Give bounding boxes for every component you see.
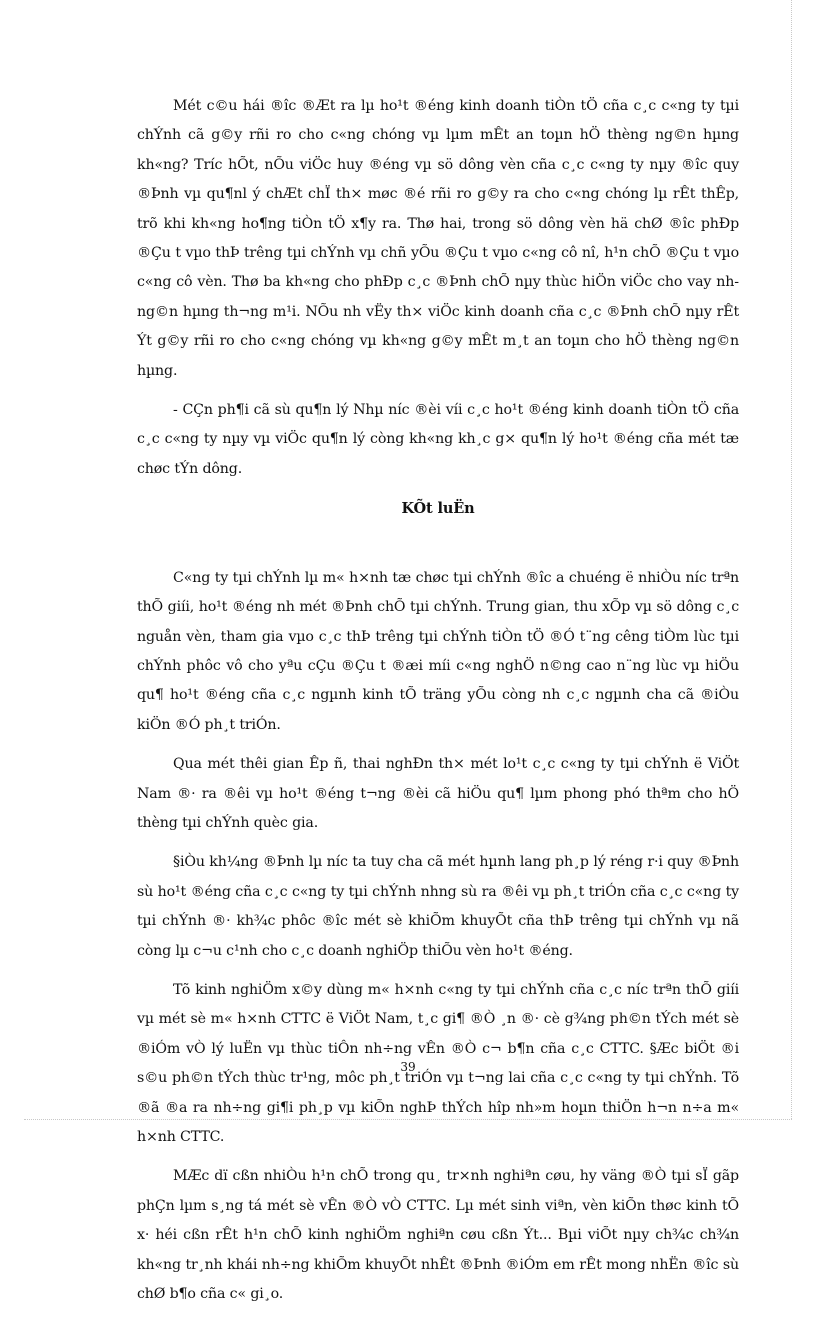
paragraph-conclusion-5: MÆc dï cßn nhiÒu h¹n chÕ trong qu¸ tr×nh nghiªn cøu, hy väng ®Ò tµi sÏ gãp phÇn lµm s¸ng tá mét sè vÊn ®Ò vÒ CTTC. Lµ mét sinh viªn, vèn kiÕn thøc kinh tÕ x· héi cßn rÊt h¹n chÕ kinh nghiÖm nghiªn cøu cßn Ýt... Bµi viÕt nµy ch¾c ch¾n kh«ng tr¸nh khái nh÷ng khiÕm khuyÕt nhÊt ®Þnh ®iÓm em rÊt mong nhËn ®îc sù chØ b¶o cña c« gi¸o.	[137, 1168, 739, 1303]
paragraph-conclusion-2: Qua mét thêi gian Êp ñ, thai nghÐn th× mét lo¹t c¸c c«ng ty tµi chÝnh ë ViÖt Nam ®· ra ®êi vµ ho¹t ®éng t¬ng ®èi cã hiÖu qu¶ lµm phong phó thªm cho hÖ thèng tµi chÝnh quèc gia.	[137, 756, 739, 831]
page-number: 39	[400, 1060, 416, 1074]
paragraph-conclusion-4: Tõ kinh nghiÖm x©y dùng m« h×nh c«ng ty tµi chÝnh cña c¸c níc trªn thÕ giíi vµ mét sè m« h×nh CTTC ë ViÖt Nam, t¸c gi¶ ®Ò ¸n ®· cè g¾ng ph©n tÝch mét sè ®iÓm vÒ lý luËn vµ thùc tiÔn nh÷ng vÊn ®Ò c¬ b¶n cña c¸c CTTC. §Æc biÖt ®i s©u ph©n tÝch thùc tr¹ng, môc ph¸t triÓn vµ t¬ng lai cña c¸c c«ng ty tµi chÝnh. Tõ ®ã ®a ra nh÷ng gi¶i ph¸p vµ kiÕn nghÞ thÝch hîp nh»m hoµn thiÖn h¬n n÷a m« h×nh CTTC.	[137, 981, 739, 1145]
paragraph-conclusion-3: §iÒu kh¼ng ®Þnh lµ níc ta tuy cha cã mét hµnh lang ph¸p lý réng r·i quy ®Þnh sù ho¹t ®éng cña c¸c c«ng ty tµi chÝnh nhng sù ra ®êi vµ ph¸t triÓn cña c¸c c«ng ty tµi chÝnh ®· kh¾c phôc ®îc mét sè khiÕm khuyÕt cña thÞ trêng tµi chÝnh vµ nã còng lµ c¬u c¹nh cho c¸c doanh nghiÖp thiÕu vèn ho¹t ®éng.	[137, 854, 739, 959]
section-heading: KÕt luËn	[401, 500, 475, 518]
paragraph-state-management: - CÇn ph¶i cã sù qu¶n lý Nhµ níc ®èi víi c¸c ho¹t ®éng kinh doanh tiÒn tÖ cña c¸c c«ng ty nµy vµ viÖc qu¶n lý còng kh«ng kh¸c g× qu¶n lý ho¹t ®éng cña mét tæ chøc tÝn dông.	[137, 402, 739, 477]
paragraph-risk-question: Mét c©u hái ®îc ®Æt ra lµ ho¹t ®éng kinh doanh tiÒn tÖ cña c¸c c«ng ty tµi chÝnh cã g©y rñi ro cho c«ng chóng vµ lµm mÊt an toµn hÖ thèng ng©n hµng kh«ng? Tríc hÕt, nÕu viÖc huy ®éng vµ sö dông vèn cña c¸c c«ng ty nµy ®îc quy ®Þnh vµ qu¶nl ý chÆt chÏ th× møc ®é rñi ro g©y ra cho c«ng chóng lµ rÊt thÊp, trõ khi kh«ng ho¶ng tiÒn tÖ x¶y ra. Thø hai, trong sö dông vèn hä chØ ®îc phÐp ®Çu t vµo thÞ trêng tµi chÝnh vµ chñ yÕu ®Çu t vµo c«ng cô nî, h¹n chÕ ®Çu t vµo c«ng cô vèn. Thø ba kh«ng cho phÐp c¸c ®Þnh chÕ nµy thùc hiÖn viÖc cho vay nh ng©n hµng th¬ng m¹i. NÕu nh vËy th× viÖc kinh doanh cña c¸c ®Þnh chÕ nµy rÊt Ýt g©y rñi ro cho c«ng chóng vµ kh«ng g©y mÊt m¸t an toµn cho hÖ thèng ng©n hµng.	[137, 98, 739, 379]
page-border-right	[791, 0, 792, 1119]
page-border-bottom	[24, 1119, 792, 1120]
page-body	[137, 92, 739, 1319]
paragraph-conclusion-1: C«ng ty tµi chÝnh lµ m« h×nh tæ chøc tµi chÝnh ®îc a chuéng ë nhiÒu níc trªn thÕ giíi, ho¹t ®éng nh mét ®Þnh chÕ tµi chÝnh. Trung gian, thu xÕp vµ sö dông c¸c nguån vèn, tham gia vµo c¸c thÞ trêng tµi chÝnh tiÒn tÖ ®Ó t¨ng cêng tiÒm lùc tµi chÝnh phôc vô cho yªu cÇu ®Çu t ®æi míi c«ng nghÖ n©ng cao n¨ng lùc vµ hiÖu qu¶ ho¹t ®éng cña c¸c ngµnh kinh tÕ träng yÕu còng nh c¸c ngµnh cha cã ®iÒu kiÖn ®Ó ph¸t triÓn.	[137, 569, 739, 733]
